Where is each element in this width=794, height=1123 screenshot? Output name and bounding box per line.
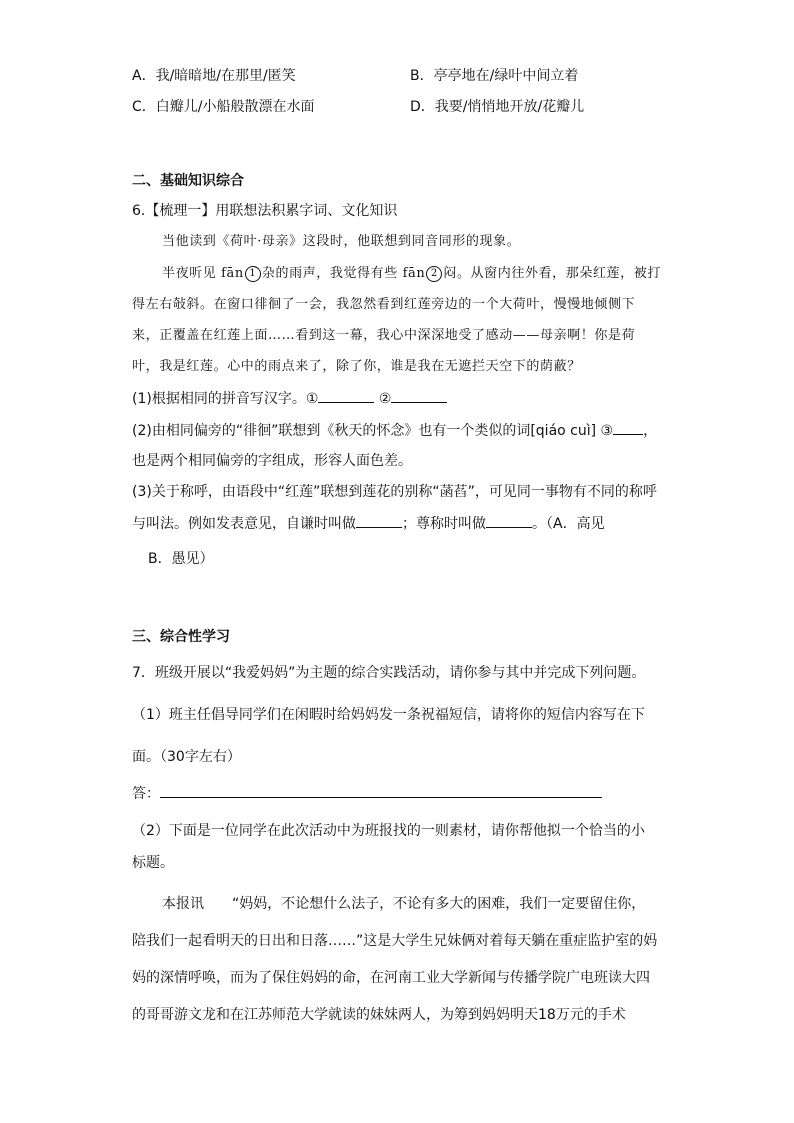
section-heading-comprehensive-study: 三、综合性学习 [132,629,230,645]
subquestion-text: 。（A．高见 [532,516,605,532]
subquestion-3: (3)关于称呼，由语段中“红莲”联想到莲花的别称“菡萏”，可见同一事物有不同的称呼 [132,484,657,500]
subquestion-1 [132,388,447,409]
material-line-3: 妈的深情呼唤，而为了保住妈妈的命，在河南工业大学新闻与传播学院广电班读大四 [132,970,650,986]
answer-line[interactable] [160,783,602,798]
subquestion-text: 与叫法。例如发表意见，自谦时叫做 [132,516,356,532]
section-heading-basic-knowledge: 二、基础知识综合 [132,173,244,189]
option-c: C．白瓣儿/小船般散漂在水面 [132,99,315,115]
q7-part-2-continued: 标题。 [132,855,174,871]
q7-part-1-continued: 面。（30字左右） [132,749,241,765]
material-line-1: 本报讯 “妈妈，不论想什么法子，不论有多大的困难，我们一定要留住你， [162,896,646,912]
passage-text: 闷。从窗内往外看，那朵红莲，被打 [443,266,661,281]
answer-blank-3[interactable] [613,420,643,435]
option-d: D．我要/悄悄地开放/花瓣儿 [410,99,585,115]
passage-line-3: 来，正覆盖在红莲上面……看到这一幕，我心中深深地受了感动——母亲啊！你是荷 [132,328,636,343]
answer-blank-1[interactable] [318,388,374,403]
material-line-4: 的哥哥游文龙和在江苏师范大学就读的妹妹两人，为筹到妈妈明天18万元的手术 [132,1007,626,1023]
subquestion-3-option-b: B．愚见） [148,551,214,567]
passage-line-2: 得左右敧斜。在窗口徘徊了一会，我忽然看到红莲旁边的一个大荷叶，慢慢地倾侧下 [132,297,636,312]
answer-label: 答： [132,786,160,802]
blank-label: ② [378,391,392,407]
option-a: A．我/暗暗地/在那里/匿笑 [132,68,296,84]
question-7-title: 7．班级开展以“我爱妈妈”为主题的综合实践活动，请你参与其中并完成下列问题。 [132,665,646,681]
passage-text: 杂的雨声，我觉得有些 fān [261,266,426,281]
answer-blank-2[interactable] [391,388,447,403]
answer-line-row [132,783,602,804]
question-6-title: 6.【梳理一】用联想法积累字词、文化知识 [132,203,398,219]
answer-blank-humble[interactable] [356,513,402,528]
subquestion-2-continued: 也是两个相同偏旁的字组成，形容人面色差。 [132,453,412,469]
passage-intro: 当他读到《荷叶·母亲》这段时，他联想到同音同形的现象。 [162,234,521,249]
subquestion-text: (1)根据相同的拼音写汉字。 [132,391,306,407]
subquestion-text: ；尊称时叫做 [402,516,486,532]
passage-text: 半夜听见 fān [162,266,244,281]
punctuation: ， [643,423,658,439]
subquestion-text: (2)由相同偏旁的“徘徊”联想到《秋天的怀念》也有一个类似的词[qiáo cuì] ③ [132,423,614,439]
passage-line-1 [162,264,661,284]
q7-part-2: （2）下面是一位同学在此次活动中为班报找的一则素材，请你帮他拟一个恰当的小 [132,823,645,839]
q7-part-1: （1）班主任倡导同学们在闲暇时给妈妈发一条祝福短信，请将你的短信内容写在下 [132,707,645,723]
passage-line-4: 叶，我是红莲。心中的雨点来了，除了你，谁是我在无遮拦天空下的荫蔽？ [132,359,581,374]
blank-label: ① [305,391,319,407]
subquestion-3-continued [132,513,605,534]
option-b: B．亭亭地在/绿叶中间立着 [410,68,579,84]
circle-number-1: 1 [245,266,261,282]
subquestion-2 [132,420,657,441]
answer-blank-respectful[interactable] [486,513,532,528]
material-line-2: 陪我们一起看明天的日出和日落……”这是大学生兄妹俩对着每天躺在重症监护室的妈 [132,933,658,949]
circle-number-2: 2 [426,266,442,282]
